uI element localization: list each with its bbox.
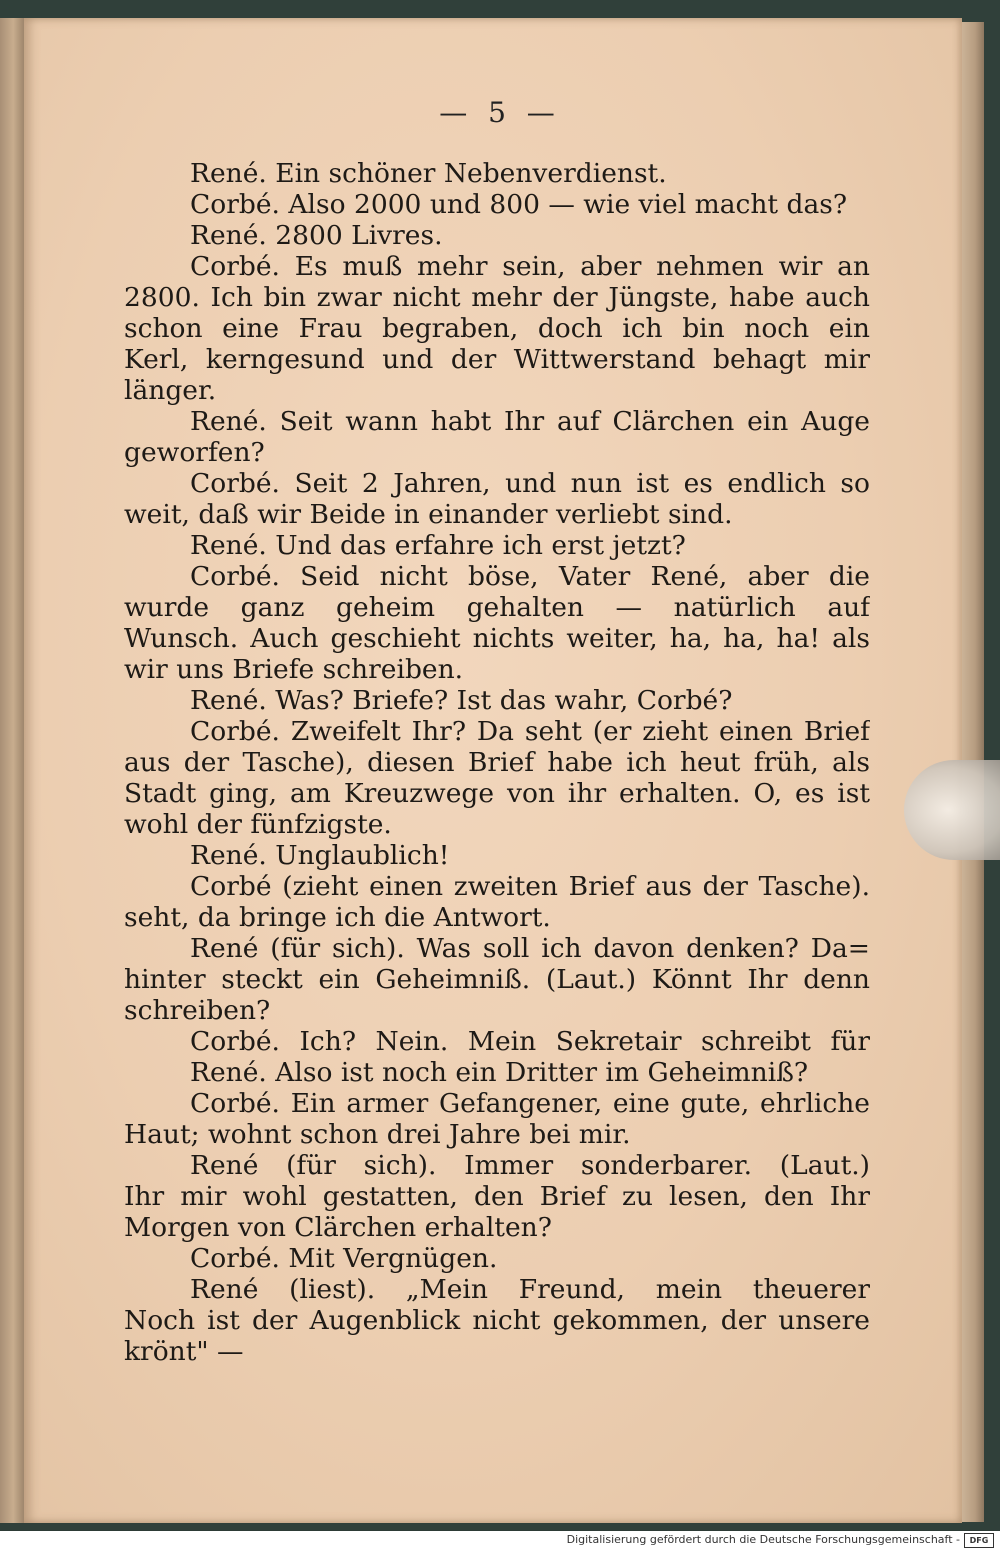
page-number: — 5 — <box>439 96 561 129</box>
text-line: wurde ganz geheim gehalten — natürlich auf <box>124 592 870 623</box>
text-line: René (liest). „Mein Freund, mein theuerer <box>190 1274 870 1305</box>
glass-weight <box>904 760 1000 860</box>
dfg-logo: DFG <box>964 1533 994 1548</box>
dialogue-text-block <box>124 158 870 1367</box>
text-line: René. Seit wann habt Ihr auf Clärchen ein Auge <box>190 406 870 437</box>
text-line: schreiben? <box>124 995 271 1026</box>
text-line: René (für sich). Immer sonderbarer. (Laut.) <box>190 1150 870 1181</box>
text-line: Morgen von Clärchen erhalten? <box>124 1212 552 1243</box>
text-line: Corbé. Also 2000 und 800 — wie viel macht das? <box>190 189 848 220</box>
text-line: René. Ein schöner Nebenverdienst. <box>190 158 667 189</box>
text-line: Corbé. Seid nicht böse, Vater René, aber die <box>190 561 870 592</box>
text-line: René (für sich). Was soll ich davon denken? Da= <box>190 933 870 964</box>
text-line: Ihr mir wohl gestatten, den Brief zu lesen, den Ihr <box>124 1181 870 1212</box>
text-line: Noch ist der Augenblick nicht gekommen, der unsere <box>124 1305 870 1336</box>
text-line: schon eine Frau begraben, doch ich bin noch ein <box>124 313 870 344</box>
text-line: hinter steckt ein Geheimniß. (Laut.) Könnt Ihr denn <box>124 964 870 995</box>
text-line: René. Und das erfahre ich erst jetzt? <box>190 530 686 561</box>
text-line: Corbé. Seit 2 Jahren, und nun ist es endlich so <box>190 468 870 499</box>
text-line: Corbé. Ich? Nein. Mein Sekretair schreibt für <box>190 1026 870 1057</box>
text-line: Corbé (zieht einen zweiten Brief aus der Tasche). <box>190 871 870 902</box>
text-line: René. Also ist noch ein Dritter im Geheimniß? <box>190 1057 809 1088</box>
text-line: wohl der fünfzigste. <box>124 809 392 840</box>
text-line: geworfen? <box>124 437 265 468</box>
text-line: Corbé. Ein armer Gefangener, eine gute, ehrliche <box>190 1088 870 1119</box>
text-line: Corbé. Es muß mehr sein, aber nehmen wir an <box>190 251 870 282</box>
book-spine <box>0 18 24 1523</box>
text-line: René. Was? Briefe? Ist das wahr, Corbé? <box>190 685 733 716</box>
text-line: Stadt ging, am Kreuzwege von ihr erhalten. O, es ist <box>124 778 870 809</box>
text-line: Kerl, kerngesund und der Wittwerstand behagt mir <box>124 344 870 375</box>
text-line: 2800. Ich bin zwar nicht mehr der Jüngste, habe auch <box>124 282 870 313</box>
text-line: Corbé. Mit Vergnügen. <box>190 1243 498 1274</box>
text-line: krönt" — <box>124 1336 244 1367</box>
footer-bar <box>0 1531 1000 1549</box>
text-line: Corbé. Zweifelt Ihr? Da seht (er zieht einen Brief <box>190 716 870 747</box>
text-line: René. Unglaublich! <box>190 840 450 871</box>
text-line: weit, daß wir Beide in einander verliebt sind. <box>124 499 733 530</box>
text-line: Wunsch. Auch geschieht nichts weiter, ha, ha, ha! als <box>124 623 870 654</box>
text-line: länger. <box>124 375 217 406</box>
text-line: aus der Tasche), diesen Brief habe ich heut früh, als <box>124 747 870 778</box>
text-line: wir uns Briefe schreiben. <box>124 654 464 685</box>
text-line: Haut; wohnt schon drei Jahre bei mir. <box>124 1119 631 1150</box>
text-line: seht, da bringe ich die Antwort. <box>124 902 551 933</box>
footer-credit: Digitalisierung gefördert durch die Deutsche Forschungsgemeinschaft - <box>566 1533 960 1546</box>
text-line: René. 2800 Livres. <box>190 220 443 251</box>
